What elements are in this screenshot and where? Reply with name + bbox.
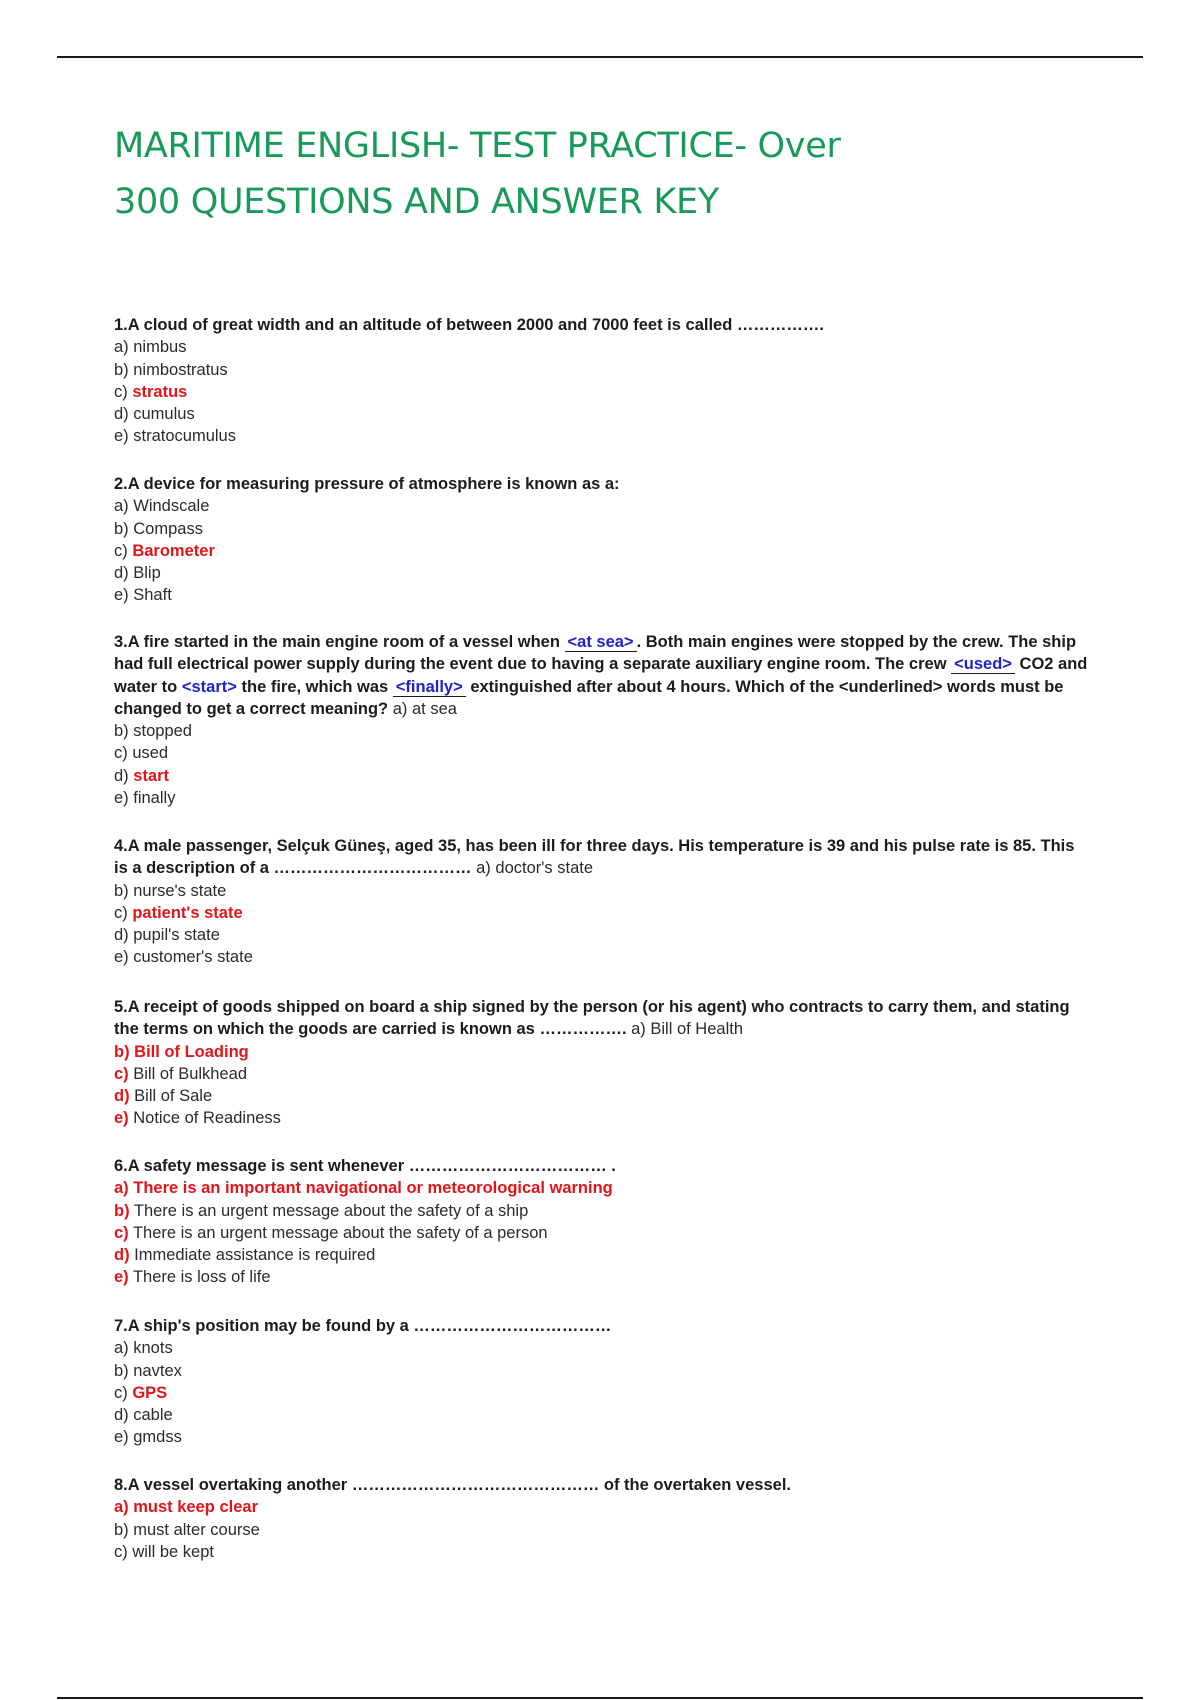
option-label: c)	[114, 1223, 129, 1242]
question-5	[114, 996, 1089, 1130]
question-text: 7.A ship's position may be found by a ………………………………	[114, 1317, 612, 1335]
option-d	[114, 1085, 1089, 1107]
option-d: d) pupil's state	[114, 926, 220, 945]
option-a: a) Windscale	[114, 497, 210, 516]
option-d	[114, 765, 1089, 787]
underlined-word-at-sea: <at sea>	[565, 633, 637, 652]
option-e: e) Shaft	[114, 586, 172, 605]
option-label: c)	[114, 1383, 133, 1402]
option-c	[114, 1222, 1089, 1244]
document-title	[114, 118, 1114, 230]
title-line-2: 300 QUESTIONS AND ANSWER KEY	[114, 182, 719, 222]
option-a: a) knots	[114, 1339, 173, 1358]
option-a: a) Bill of Health	[626, 1020, 743, 1039]
question-text: 1.A cloud of great width and an altitude of between 2000 and 7000 feet is called …………….	[114, 316, 824, 334]
option-text: Notice of Readiness	[128, 1109, 281, 1128]
question-text: 6.A safety message is sent whenever ……………………………… .	[114, 1157, 616, 1175]
option-e: e) customer's state	[114, 948, 253, 967]
question-6	[114, 1155, 1089, 1289]
question-2	[114, 473, 1089, 607]
question-8	[114, 1474, 1089, 1563]
option-b: b) nurse's state	[114, 881, 227, 900]
correct-answer: start	[133, 766, 170, 785]
option-c: c) used	[114, 744, 169, 763]
underlined-word-used: <used>	[951, 655, 1015, 674]
correct-answer: Barometer	[132, 541, 215, 560]
question-3	[114, 631, 1089, 809]
option-d: d) cable	[114, 1406, 173, 1425]
question-text-part: CO2 and water to	[114, 655, 1088, 696]
question-text	[114, 835, 1089, 880]
question-1	[114, 314, 1089, 448]
option-b	[114, 1200, 1089, 1222]
option-text: Bill of Sale	[129, 1087, 213, 1106]
correct-answer: patient's state	[132, 903, 243, 922]
bottom-rule	[57, 1697, 1143, 1699]
top-rule	[57, 56, 1143, 58]
option-text: Immediate assistance is required	[129, 1246, 376, 1265]
title-line-1: MARITIME ENGLISH- TEST PRACTICE- Over	[114, 126, 841, 166]
option-text: There is an urgent message about the safety of a ship	[129, 1201, 529, 1220]
option-a: a) doctor's state	[471, 859, 594, 878]
option-text: There is loss of life	[128, 1268, 271, 1287]
option-d: d) cumulus	[114, 405, 195, 424]
option-label: e)	[114, 1268, 129, 1287]
option-label: d)	[114, 766, 134, 785]
option-a: a) at sea	[388, 699, 457, 718]
option-d	[114, 1244, 1089, 1266]
question-text: 8.A vessel overtaking another ……………………………………… of the overtaken vessel.	[114, 1476, 791, 1494]
option-label: e)	[114, 1109, 129, 1128]
option-e: e) finally	[114, 789, 176, 808]
option-c: c) will be kept	[114, 1542, 214, 1561]
question-text-part: . Both main engines were stopped by the crew. The ship had full electrical power supply during the event due to having a separate auxiliary engine room. The crew	[114, 633, 1077, 674]
option-label: d)	[114, 1246, 130, 1265]
question-text-part: the fire, which was	[236, 677, 393, 696]
option-a: a) nimbus	[114, 338, 187, 357]
correct-answer: a) must keep clear	[114, 1498, 258, 1517]
correct-answer: b) Bill of Loading	[114, 1042, 249, 1061]
option-label: c)	[114, 903, 133, 922]
correct-answer: stratus	[132, 382, 188, 401]
option-e	[114, 1266, 1089, 1288]
option-text: Bill of Bulkhead	[128, 1064, 247, 1083]
option-e: e) stratocumulus	[114, 427, 236, 446]
underlined-word-finally: <finally>	[393, 678, 466, 697]
option-label: d)	[114, 1087, 130, 1106]
question-text-part: 3.A fire started in the main engine room of a vessel when	[114, 633, 565, 651]
option-d: d) Blip	[114, 564, 161, 583]
option-text: There is an urgent message about the safety of a person	[128, 1223, 548, 1242]
question-text-part: 4.A male passenger, Selçuk Güneş, aged 35, has been ill for three days. His temperature is 39 and his pulse rate is 85. This is a description of a ………………………………	[114, 837, 1075, 878]
option-b: b) Compass	[114, 519, 203, 538]
option-c	[114, 902, 1089, 924]
option-c	[114, 540, 1089, 562]
option-e: e) gmdss	[114, 1428, 182, 1447]
option-label: c)	[114, 382, 133, 401]
option-b: b) nimbostratus	[114, 360, 228, 379]
option-c	[114, 381, 1089, 403]
correct-answer: a) There is an important navigational or meteorological warning	[114, 1179, 613, 1198]
option-e	[114, 1107, 1089, 1129]
question-text	[114, 631, 1089, 720]
option-label: c)	[114, 541, 133, 560]
question-7	[114, 1315, 1089, 1449]
question-4	[114, 835, 1089, 969]
question-text-part: 5.A receipt of goods shipped on board a ship signed by the person (or his agent) who contracts to carry them, and stating the terms on which the goods are carried is known as …………….	[114, 998, 1070, 1039]
option-label: b)	[114, 1201, 130, 1220]
option-c	[114, 1382, 1089, 1404]
question-text	[114, 996, 1089, 1041]
option-c	[114, 1063, 1089, 1085]
option-b: b) stopped	[114, 722, 192, 741]
correct-answer: GPS	[132, 1383, 168, 1402]
option-label: c)	[114, 1064, 129, 1083]
underlined-word-start: <start>	[181, 677, 237, 696]
question-text: 2.A device for measuring pressure of atmosphere is known as a:	[114, 475, 620, 493]
question-text-part: extinguished after about 4 hours. Which of the <underlined> words must be changed to get a correct meaning?	[114, 677, 1064, 718]
option-b: b) navtex	[114, 1361, 182, 1380]
option-b: b) must alter course	[114, 1520, 260, 1539]
